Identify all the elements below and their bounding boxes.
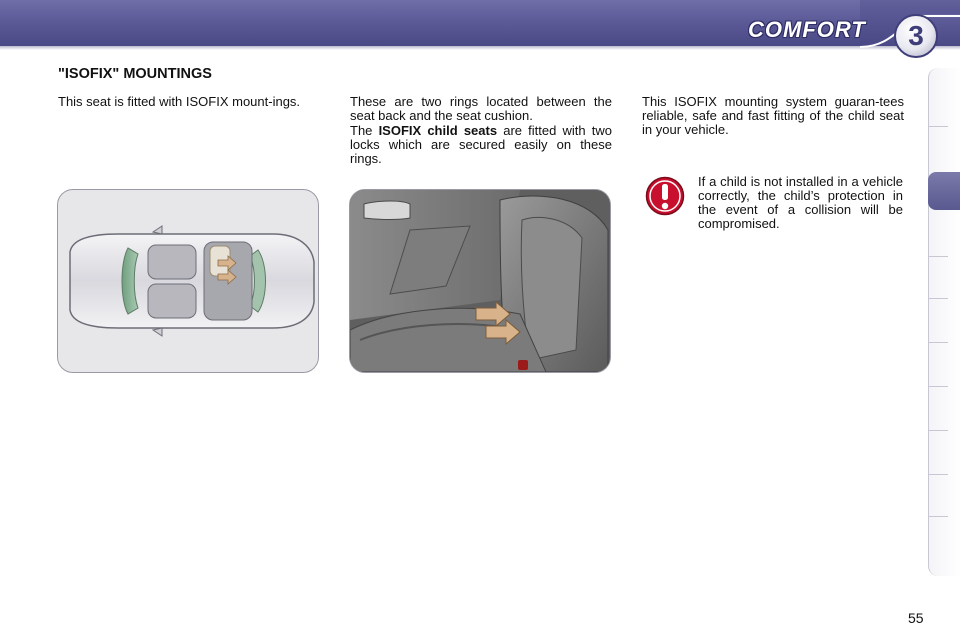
- chapter-tab-rail: [928, 68, 960, 576]
- tab-divider: [928, 474, 948, 475]
- rear-seat-isofix-illustration: [349, 189, 611, 373]
- page-number: 55: [908, 610, 924, 626]
- warning-text: If a child is not installed in a vehicle correctly, the child’s protection in the event of a collision will be compromised.: [698, 174, 903, 231]
- chapter-number-badge: 3: [894, 14, 938, 58]
- chapter-title: COMFORT: [748, 17, 866, 42]
- tab-divider: [928, 386, 948, 387]
- tab-divider: [928, 342, 948, 343]
- reliability-paragraph: This ISOFIX mounting system guaran-tees reliable, safe and fast fitting of the child seat in your vehicle.: [642, 94, 904, 137]
- locks-prefix: The: [350, 123, 379, 138]
- rings-paragraph: These are two rings located between the seat back and the seat cushion.: [350, 94, 612, 123]
- car-top-view-illustration: [57, 189, 319, 373]
- active-chapter-tab[interactable]: [928, 172, 960, 210]
- locks-paragraph: [350, 124, 612, 166]
- tab-divider: [928, 256, 948, 257]
- tab-divider: [928, 516, 948, 517]
- intro-paragraph: This seat is fitted with ISOFIX mount-ings.: [58, 94, 301, 109]
- exclamation-warning-icon: [645, 176, 685, 216]
- rear-seat-drawing: [350, 190, 610, 372]
- tab-divider: [928, 298, 948, 299]
- header-shadow: [0, 46, 960, 50]
- section-title: "ISOFIX" MOUNTINGS: [58, 66, 212, 82]
- isofix-child-seats-term: ISOFIX child seats: [378, 123, 498, 138]
- tab-divider: [928, 126, 948, 127]
- car-top-view-drawing: [58, 190, 318, 372]
- locks-suffix: are fitted with two locks which are secured easily on these rings.: [350, 123, 612, 166]
- tab-divider: [928, 430, 948, 431]
